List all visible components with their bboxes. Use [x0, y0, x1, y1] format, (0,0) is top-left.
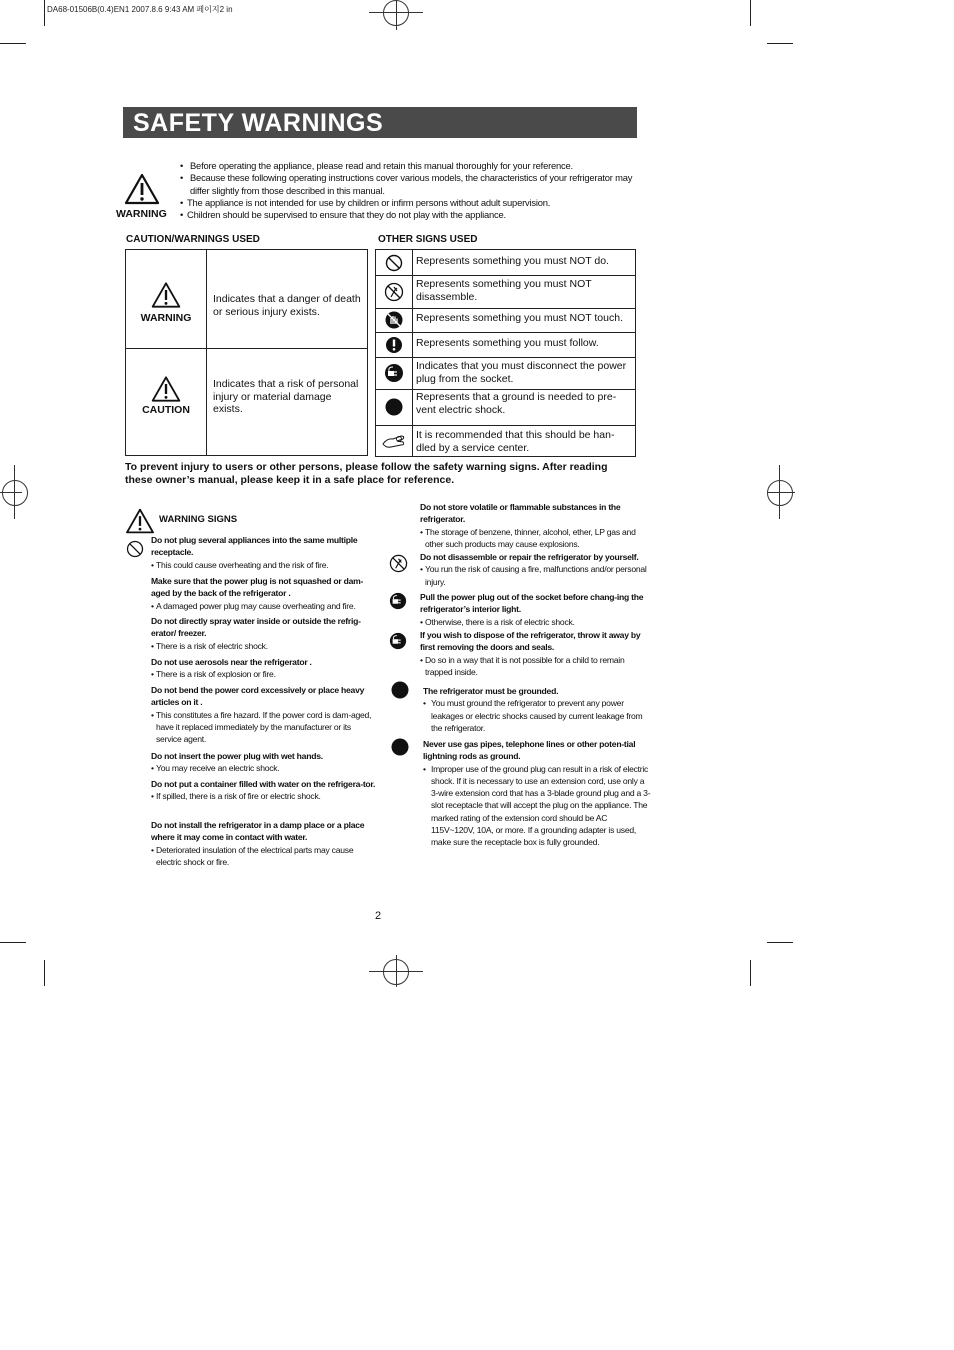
table-row: [376, 425, 635, 456]
table-row: [376, 332, 635, 358]
unplug-icon: [384, 363, 404, 383]
ground-icon: [391, 738, 409, 756]
caution-label: CAUTION: [142, 404, 190, 416]
warning-item: [151, 750, 377, 775]
warning-item: [151, 534, 377, 571]
warning-item: [420, 501, 652, 550]
warning-item-heading: The refrigerator must be grounded.: [423, 686, 559, 696]
warning-item: [151, 656, 377, 681]
prohibition-icon: [126, 540, 144, 558]
caution-warnings-heading: CAUTION/WARNINGS USED: [126, 234, 260, 245]
caution-triangle-icon: [151, 375, 181, 403]
no-disassembly-icon: [389, 554, 408, 573]
warning-item-heading: Do not insert the power plug with wet hands.: [151, 751, 323, 761]
table-row: [376, 357, 635, 390]
warning-item-detail: • You run the risk of causing a fire, malfunctions and/or personal injury.: [420, 563, 652, 588]
caution-description: Indicates that a risk of personal injury or material damage exists.: [213, 378, 359, 415]
sign-description: It is recommended that this should be han-dled by a service center.: [416, 429, 615, 454]
warning-item-detail: • This could cause overheating and the risk of fire.: [151, 559, 377, 571]
warning-item-detail: • You must ground the refrigerator to prevent any power leakages or electric shocks caused by current leakage from the refrigerator.: [423, 697, 651, 734]
warning-item: [151, 575, 377, 612]
warning-item: [420, 629, 652, 678]
warning-triangle-icon: [125, 508, 155, 534]
warning-item-heading: Do not put a container filled with water on the refrigera-tor.: [151, 779, 376, 789]
table-row: [376, 250, 635, 276]
warning-item-detail: • There is a risk of electric shock.: [151, 640, 377, 652]
caution-warnings-table: [125, 249, 368, 456]
warning-item-heading: Do not plug several appliances into the same multiple receptacle.: [151, 535, 358, 558]
must-follow-icon: [385, 336, 403, 354]
intro-bullet: • Before operating the appliance, please read and retain this manual thoroughly for your reference.: [180, 160, 640, 172]
warning-item-heading: Do not bend the power cord excessively or place heavy articles on it .: [151, 685, 365, 708]
warning-item-heading: Do not install the refrigerator in a damp place or a place where it may come in contact with water.: [151, 820, 365, 843]
prevent-injury-note: To prevent injury to users or other persons, please follow the safety warning signs. After reading these owner’s manual, please keep it in a safe place for reference.: [125, 461, 608, 486]
sign-description: Represents something you must NOT do.: [416, 255, 609, 267]
warning-item: [151, 778, 377, 803]
warning-signs-heading: WARNING SIGNS: [159, 514, 238, 525]
unplug-icon: [389, 592, 407, 610]
warning-item-detail: • This constitutes a fire hazard. If the power cord is dam-aged, have it replaced immediately by the manufacturer or its service agent.: [151, 709, 377, 746]
crop-mark: [767, 43, 793, 44]
crop-mark: [0, 43, 26, 44]
sign-description: Represents something you must follow.: [416, 337, 599, 349]
table-row: [376, 275, 635, 309]
warning-item: [420, 551, 652, 588]
warning-item-heading: Do not disassemble or repair the refrigerator by yourself.: [420, 552, 639, 562]
warning-item-detail: • Otherwise, there is a risk of electric shock.: [420, 616, 652, 628]
print-header: DA68-01506B(0.4)EN1 2007.8.6 9:43 AM 페이지2 in: [47, 5, 233, 14]
service-center-icon: [381, 432, 407, 450]
warning-item: [151, 819, 377, 868]
ground-icon: [385, 398, 403, 416]
crop-mark: [750, 0, 751, 26]
no-touch-icon: [384, 310, 404, 330]
crop-mark: [0, 942, 26, 943]
no-disassembly-icon: [384, 282, 404, 302]
page-title: SAFETY WARNINGS: [133, 109, 384, 137]
warning-item-heading: Do not use aerosols near the refrigerator .: [151, 657, 312, 667]
warning-item: [423, 685, 651, 734]
warning-item-heading: Make sure that the power plug is not squashed or dam-aged by the back of the refrigerator .: [151, 576, 364, 599]
sign-description: Represents something you must NOT disassemble.: [416, 278, 592, 303]
warning-item: [151, 684, 377, 745]
prohibition-icon: [385, 254, 403, 272]
intro-bullet-list: [180, 160, 640, 221]
intro-bullet: • Children should be supervised to ensure that they do not play with the appliance.: [180, 209, 640, 221]
warning-item-detail: • Deteriorated insulation of the electrical parts may cause electric shock or fire.: [151, 844, 377, 869]
page-title-bar: [123, 107, 637, 138]
warning-item-detail: • There is a risk of explosion or fire.: [151, 668, 377, 680]
warning-item-heading: Do not directly spray water inside or outside the refrig-erator/ freezer.: [151, 616, 361, 639]
warning-item: [420, 591, 652, 628]
warning-item: [151, 615, 377, 652]
warning-item-detail: • Do so in a way that it is not possible for a child to remain trapped inside.: [420, 654, 652, 679]
warning-item-detail: • You may receive an electric shock.: [151, 762, 377, 774]
unplug-icon: [389, 632, 407, 650]
warning-item-heading: Do not store volatile or flammable substances in the refrigerator.: [420, 502, 621, 525]
warning-label: WARNING: [140, 312, 192, 324]
sign-description: Represents that a ground is needed to pre-vent electric shock.: [416, 391, 617, 416]
warning-item-detail: • A damaged power plug may cause overheating and fire.: [151, 600, 377, 612]
table-row: [126, 250, 367, 349]
sign-description: Represents something you must NOT touch.: [416, 312, 623, 324]
warning-item-detail: • If spilled, there is a risk of fire or electric shock.: [151, 790, 377, 802]
warning-triangle-icon: [151, 281, 181, 309]
warning-triangle-icon: [124, 173, 160, 205]
crop-mark: [44, 960, 45, 986]
warning-item-heading: Pull the power plug out of the socket before chang-ing the refrigerator’s interior light.: [420, 592, 644, 615]
warning-description: Indicates that a danger of death or serious injury exists.: [213, 293, 361, 318]
crop-mark: [44, 0, 45, 26]
table-row: [126, 348, 367, 455]
page-number: 2: [375, 910, 382, 922]
intro-bullet: • The appliance is not intended for use by children or infirm persons without adult supervision.: [180, 197, 640, 209]
other-signs-heading: OTHER SIGNS USED: [378, 234, 478, 245]
intro-warning-label: WARNING: [116, 208, 167, 220]
other-signs-table: [375, 249, 636, 457]
sign-description: Indicates that you must disconnect the power plug from the socket.: [416, 360, 627, 385]
crop-mark: [767, 942, 793, 943]
warning-item-heading: Never use gas pipes, telephone lines or other poten-tial lightning rods as ground.: [423, 739, 636, 762]
warning-item-detail: • The storage of benzene, thinner, alcohol, ether, LP gas and other such products may cause explosions.: [420, 526, 652, 551]
warning-item: [423, 738, 651, 849]
table-row: [376, 389, 635, 426]
intro-bullet: • Because these following operating instructions cover various models, the characteristics of your refrigerator may differ slightly from those described in this manual.: [180, 172, 640, 197]
crop-mark: [750, 960, 751, 986]
table-row: [376, 308, 635, 333]
ground-icon: [391, 681, 409, 699]
warning-item-heading: If you wish to dispose of the refrigerator, throw it away by first removing the doors and seals.: [420, 630, 641, 653]
warning-item-detail: • Improper use of the ground plug can result in a risk of electric shock. If it is necessary to use an extension cord, use only a 3-wire extension cord that has a 3-blade ground plug and a 3-slot receptacle that will accept the plug on the appliance. The marked rating of the extension cord should be AC 115V~120V, 10A, or more. If a grounding adapter is used, make sure the receptacle box is fully grounded.: [423, 763, 651, 849]
